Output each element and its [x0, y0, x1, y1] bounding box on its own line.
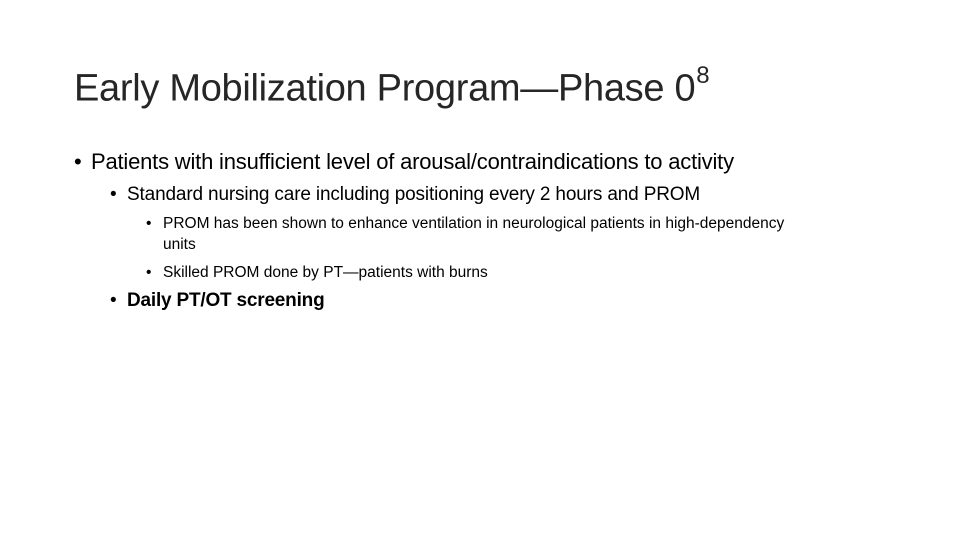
bullet-text: PROM has been shown to enhance ventilation in neurological patients in high-dependency units: [163, 215, 785, 253]
bullet-text: Standard nursing care including positioning every 2 hours and PROM: [127, 184, 701, 205]
bullet-item-level1: [74, 148, 734, 176]
bullet-dot-icon: •: [146, 264, 152, 281]
bullet-text: Daily PT/OT screening: [127, 290, 325, 311]
slide-title-text: Early Mobilization Program—Phase 0: [74, 67, 696, 110]
bullet-item-level3: [146, 262, 488, 283]
bullet-dot-icon: •: [110, 184, 117, 205]
bullet-text: Skilled PROM done by PT—patients with burns: [163, 264, 488, 281]
bullet-item-level2-bold: [110, 289, 324, 313]
bullet-item-level3: [146, 213, 826, 255]
bullet-dot-icon: •: [146, 215, 152, 232]
citation-superscript: 8: [696, 62, 710, 89]
bullet-item-level2: [110, 183, 700, 207]
bullet-dot-icon: •: [74, 149, 82, 174]
bullet-dot-icon: •: [110, 290, 117, 311]
bullet-text: Patients with insufficient level of arousal/contraindications to activity: [91, 149, 734, 174]
